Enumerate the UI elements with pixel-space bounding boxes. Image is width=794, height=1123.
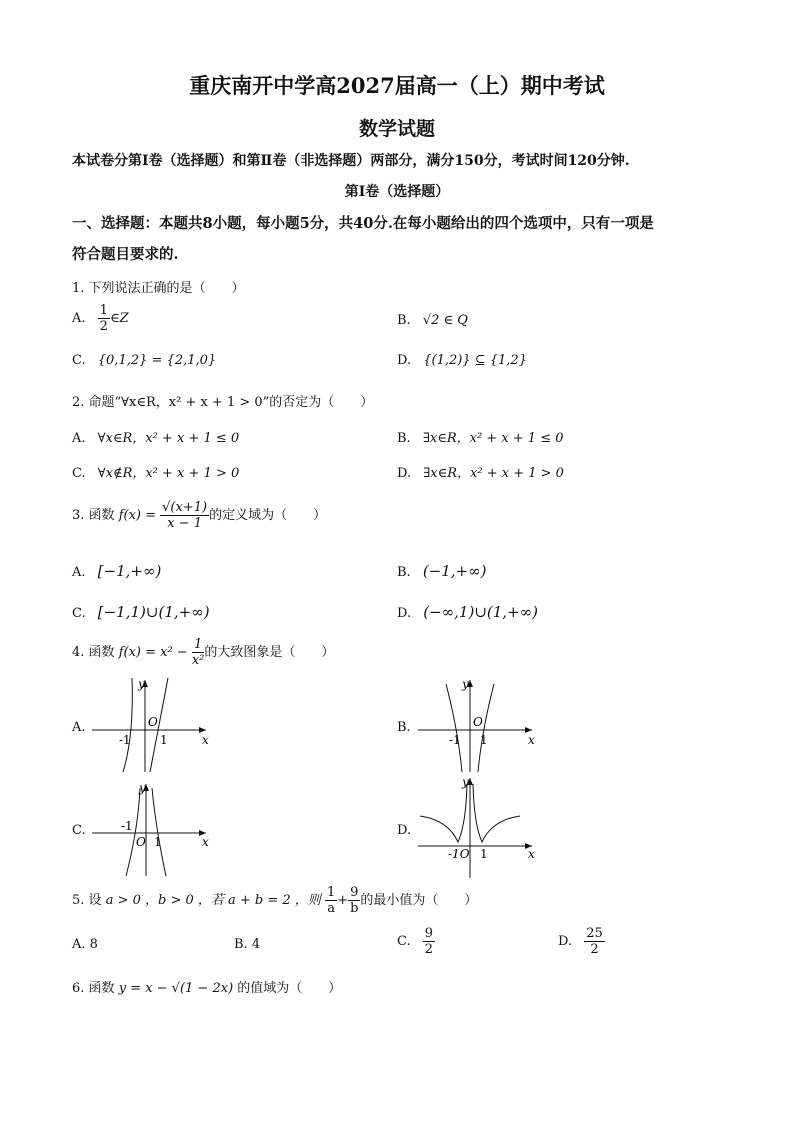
q2-option-d[interactable] (397, 462, 564, 481)
stem-text: 3. 函数 (72, 508, 115, 523)
q2-option-b[interactable] (397, 427, 564, 446)
tick-neg1: -1 (449, 733, 461, 747)
option-letter: A. (72, 431, 86, 446)
part-label: 第Ⅰ卷（选择题） (344, 184, 450, 200)
q1-option-d[interactable] (397, 353, 527, 368)
y-label: y (462, 775, 469, 789)
q5-option-b[interactable]: B. 4 (234, 937, 261, 952)
x-label: x (202, 733, 209, 747)
y-label: y (462, 677, 469, 691)
option-letter: D. (397, 466, 412, 481)
numerator: 25 (586, 926, 603, 941)
option-text: {0,1,2} = {2,1,0} (97, 353, 217, 368)
q2-option-a[interactable] (72, 427, 239, 446)
q3-option-a[interactable] (72, 562, 161, 580)
stem-text: 的定义域为（ ） (209, 508, 327, 523)
curve-right (473, 784, 520, 842)
tick-neg1: -1 (121, 819, 133, 833)
function-expr: y = x − √(1 − 2x) (118, 981, 234, 996)
x-label: x (528, 847, 535, 861)
y-label: y (138, 677, 145, 691)
option-letter: D. (397, 353, 412, 368)
q2-option-c[interactable] (72, 462, 239, 481)
tick-1: 1 (154, 835, 162, 849)
x-label: x (528, 733, 535, 747)
option-letter: C. (397, 934, 411, 949)
q1-option-a[interactable] (72, 303, 129, 334)
question-1-stem: 1. 下列说法正确的是（ ） (72, 281, 245, 296)
fraction (160, 500, 209, 531)
option-letter: A. (72, 311, 86, 326)
fraction (98, 303, 110, 334)
neg1-origin-label: -1O (448, 847, 470, 861)
option-text: (−1,+∞) (422, 562, 487, 580)
option-text: ∃x∈R，x² + x + 1 > 0 (423, 466, 564, 481)
tick-1: 1 (480, 733, 488, 747)
option-letter: B. (397, 565, 411, 580)
tick-1: 1 (480, 847, 488, 861)
denominator: x − 1 (167, 516, 202, 531)
origin-label: O (136, 835, 146, 849)
option-letter: C. (72, 466, 86, 481)
section-heading-line1: 一、选择题：本题共8小题，每小题5分，共40分.在每小题给出的四个选项中，只有一项是 (72, 215, 654, 232)
denominator: 2 (424, 942, 434, 957)
stem-text: 的最小值为（ ） (360, 893, 478, 908)
fraction (192, 637, 205, 668)
section-heading-line2: 符合题目要求的. (72, 246, 179, 263)
graph-a[interactable] (88, 676, 218, 776)
numerator: 1 (326, 885, 336, 900)
numerator: 9 (424, 926, 434, 941)
origin-label: O (473, 715, 483, 729)
stem-text: 4. 函数 (72, 645, 115, 660)
question-3-stem (72, 500, 326, 531)
question-4-stem (72, 637, 334, 668)
q5-option-a[interactable]: A. 8 (72, 937, 98, 952)
stem-text: 6. 函数 (72, 981, 115, 996)
origin-label: O (148, 715, 158, 729)
option-text: ∀x∈R，x² + x + 1 ≤ 0 (97, 431, 240, 446)
function-expr: f(x) = (118, 508, 156, 523)
tick-1: 1 (160, 733, 168, 747)
q4-option-b[interactable]: B. (397, 720, 411, 735)
condition-expr: a > 0 ，b > 0 ，若 a + b = 2 ，则 (105, 893, 321, 908)
function-expr: f(x) = x² − (118, 645, 188, 660)
q4-option-d[interactable]: D. (397, 823, 412, 838)
question-5-stem (72, 885, 477, 916)
q4-option-a[interactable]: A. (72, 720, 86, 735)
numerator: 9 (350, 885, 359, 900)
graph-d[interactable] (414, 774, 544, 882)
q3-option-d[interactable] (397, 603, 538, 621)
option-letter: D. (397, 606, 412, 621)
fraction (348, 885, 360, 916)
tick-neg1: -1 (119, 733, 131, 747)
graph-b[interactable] (414, 676, 544, 776)
q1-option-c[interactable] (72, 353, 216, 368)
question-6-stem (72, 977, 341, 996)
stem-text: 的值域为（ ） (237, 981, 342, 996)
option-text: (−∞,1)∪(1,+∞) (423, 603, 538, 621)
stem-text: 5. 设 (72, 893, 102, 908)
option-letter: B. (397, 313, 411, 328)
q3-option-c[interactable] (72, 603, 210, 621)
plus-sign: + (337, 893, 349, 908)
denominator: 2 (99, 319, 108, 334)
fraction (423, 926, 435, 957)
denominator: 2 (590, 942, 599, 957)
option-text: ∀x∉R，x² + x + 1 > 0 (97, 466, 240, 481)
denominator: b (350, 901, 359, 916)
y-label: y (139, 781, 146, 795)
option-text: ∈Z (109, 311, 129, 326)
numerator: 1 (192, 637, 205, 653)
fraction (584, 926, 605, 957)
q1-option-b[interactable] (397, 313, 468, 328)
numerator: 1 (99, 303, 108, 318)
fraction (325, 885, 337, 916)
option-text: [−1,1)∪(1,+∞) (97, 603, 210, 621)
option-letter: A. (72, 565, 86, 580)
option-letter: D. (558, 934, 573, 949)
exam-title: 重庆南开中学高2027届高一（上）期中考试 (189, 73, 605, 98)
option-letter: B. (397, 431, 411, 446)
graph-c[interactable] (88, 780, 218, 880)
q5-option-d[interactable] (558, 926, 605, 957)
option-text: √2 ∈ Q (422, 313, 468, 328)
curve-left (446, 684, 462, 772)
numerator: √(x+1) (162, 500, 208, 515)
option-text: {(1,2)} ⊆ {1,2} (423, 353, 527, 368)
x-label: x (202, 835, 209, 849)
question-2-stem: 2. 命题“∀x∈R，x² + x + 1 > 0”的否定为（ ） (72, 395, 374, 410)
curve-left (123, 678, 132, 772)
exam-intro: 本试卷分第Ⅰ卷（选择题）和第Ⅱ卷（非选择题）两部分，满分150分，考试时间120分钟. (72, 153, 630, 169)
exam-subtitle: 数学试题 (358, 118, 435, 140)
denominator: a (327, 901, 335, 916)
curve-left (420, 784, 467, 842)
stem-text: 的大致图象是（ ） (204, 645, 335, 660)
q4-option-c[interactable]: C. (72, 823, 86, 838)
denominator: x² (191, 653, 205, 668)
option-letter: C. (72, 606, 86, 621)
option-letter: C. (72, 353, 86, 368)
option-text: ∃x∈R，x² + x + 1 ≤ 0 (422, 431, 564, 446)
curve-right (152, 788, 166, 876)
option-text: [−1,+∞) (97, 562, 162, 580)
q3-option-b[interactable] (397, 562, 486, 580)
q5-option-c[interactable] (397, 926, 435, 957)
